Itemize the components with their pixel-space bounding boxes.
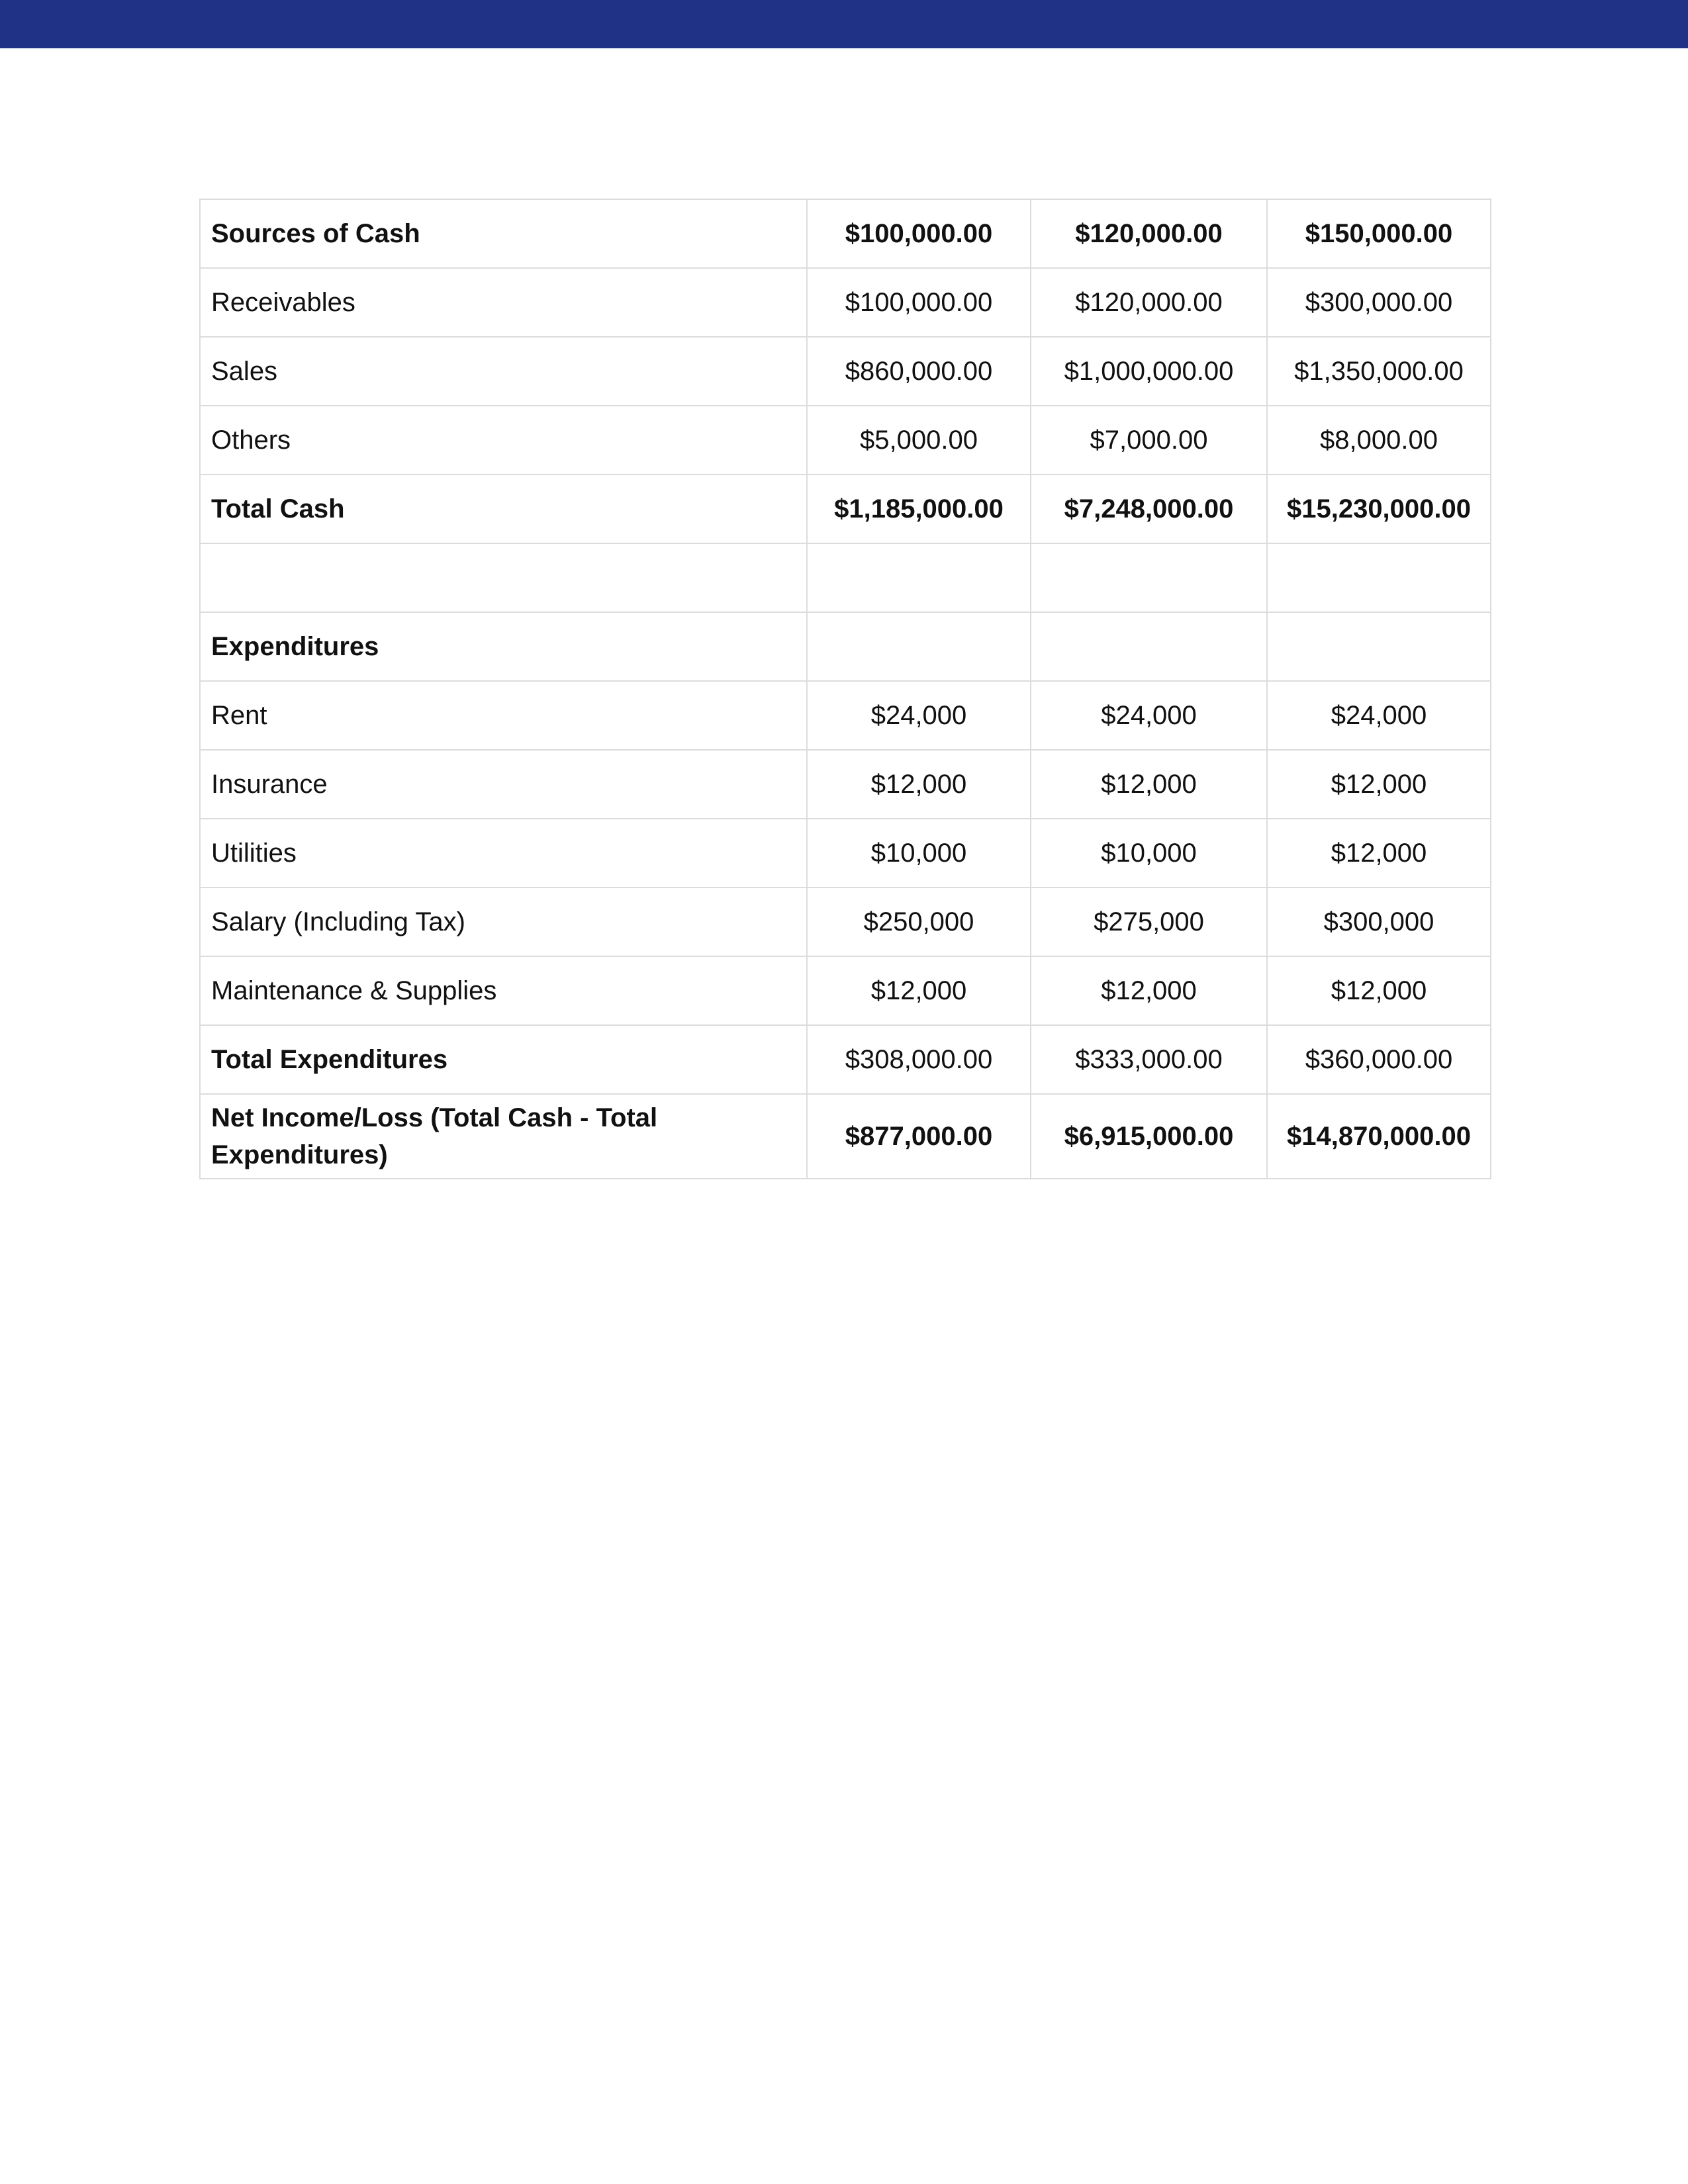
row-label: Total Expenditures [200, 1025, 807, 1094]
row-label: Maintenance & Supplies [200, 956, 807, 1025]
header-bar [0, 0, 1688, 48]
financial-table [199, 199, 1491, 1179]
row-label: Receivables [200, 268, 807, 337]
value-cell: $12,000 [807, 750, 1031, 819]
table-row-sales [200, 337, 1491, 406]
value-cell: $12,000 [807, 956, 1031, 1025]
table-row-rent [200, 681, 1491, 750]
value-cell: $14,870,000.00 [1267, 1094, 1491, 1179]
value-cell [1031, 543, 1267, 612]
value-cell [1267, 612, 1491, 681]
table-row-expenditures-header [200, 612, 1491, 681]
value-cell: $5,000.00 [807, 406, 1031, 475]
row-label: Expenditures [200, 612, 807, 681]
row-label: Insurance [200, 750, 807, 819]
value-cell: $1,185,000.00 [807, 475, 1031, 543]
value-cell [1267, 543, 1491, 612]
value-cell: $12,000 [1031, 956, 1267, 1025]
value-cell: $12,000 [1031, 750, 1267, 819]
value-cell: $100,000.00 [807, 199, 1031, 268]
value-cell: $6,915,000.00 [1031, 1094, 1267, 1179]
value-cell [807, 543, 1031, 612]
value-cell [807, 612, 1031, 681]
table-row-insurance [200, 750, 1491, 819]
value-cell: $15,230,000.00 [1267, 475, 1491, 543]
value-cell: $360,000.00 [1267, 1025, 1491, 1094]
table-row-net-income [200, 1094, 1491, 1179]
value-cell: $333,000.00 [1031, 1025, 1267, 1094]
table-row-utilities [200, 819, 1491, 887]
value-cell: $300,000 [1267, 887, 1491, 956]
table-row-sources-of-cash [200, 199, 1491, 268]
row-label: Utilities [200, 819, 807, 887]
row-label: Rent [200, 681, 807, 750]
value-cell: $1,350,000.00 [1267, 337, 1491, 406]
row-label: Salary (Including Tax) [200, 887, 807, 956]
value-cell: $24,000 [1267, 681, 1491, 750]
table-row-others [200, 406, 1491, 475]
row-label: Others [200, 406, 807, 475]
value-cell [1031, 612, 1267, 681]
row-label [200, 543, 807, 612]
value-cell: $24,000 [807, 681, 1031, 750]
value-cell: $12,000 [1267, 750, 1491, 819]
value-cell: $1,000,000.00 [1031, 337, 1267, 406]
table-row-total-cash [200, 475, 1491, 543]
table-row-maintenance-supplies [200, 956, 1491, 1025]
value-cell: $300,000.00 [1267, 268, 1491, 337]
value-cell: $860,000.00 [807, 337, 1031, 406]
row-label: Sales [200, 337, 807, 406]
row-label: Total Cash [200, 475, 807, 543]
value-cell: $7,000.00 [1031, 406, 1267, 475]
row-label: Sources of Cash [200, 199, 807, 268]
row-label: Net Income/Loss (Total Cash - Total Expenditures) [200, 1094, 807, 1179]
value-cell: $100,000.00 [807, 268, 1031, 337]
table-row-total-expenditures [200, 1025, 1491, 1094]
value-cell: $877,000.00 [807, 1094, 1031, 1179]
value-cell: $10,000 [807, 819, 1031, 887]
value-cell: $120,000.00 [1031, 199, 1267, 268]
table-row-receivables [200, 268, 1491, 337]
value-cell: $150,000.00 [1267, 199, 1491, 268]
value-cell: $308,000.00 [807, 1025, 1031, 1094]
value-cell: $275,000 [1031, 887, 1267, 956]
value-cell: $12,000 [1267, 956, 1491, 1025]
value-cell: $10,000 [1031, 819, 1267, 887]
value-cell: $12,000 [1267, 819, 1491, 887]
value-cell: $120,000.00 [1031, 268, 1267, 337]
table-row-salary [200, 887, 1491, 956]
value-cell: $8,000.00 [1267, 406, 1491, 475]
value-cell: $24,000 [1031, 681, 1267, 750]
value-cell: $250,000 [807, 887, 1031, 956]
table-row-empty [200, 543, 1491, 612]
value-cell: $7,248,000.00 [1031, 475, 1267, 543]
